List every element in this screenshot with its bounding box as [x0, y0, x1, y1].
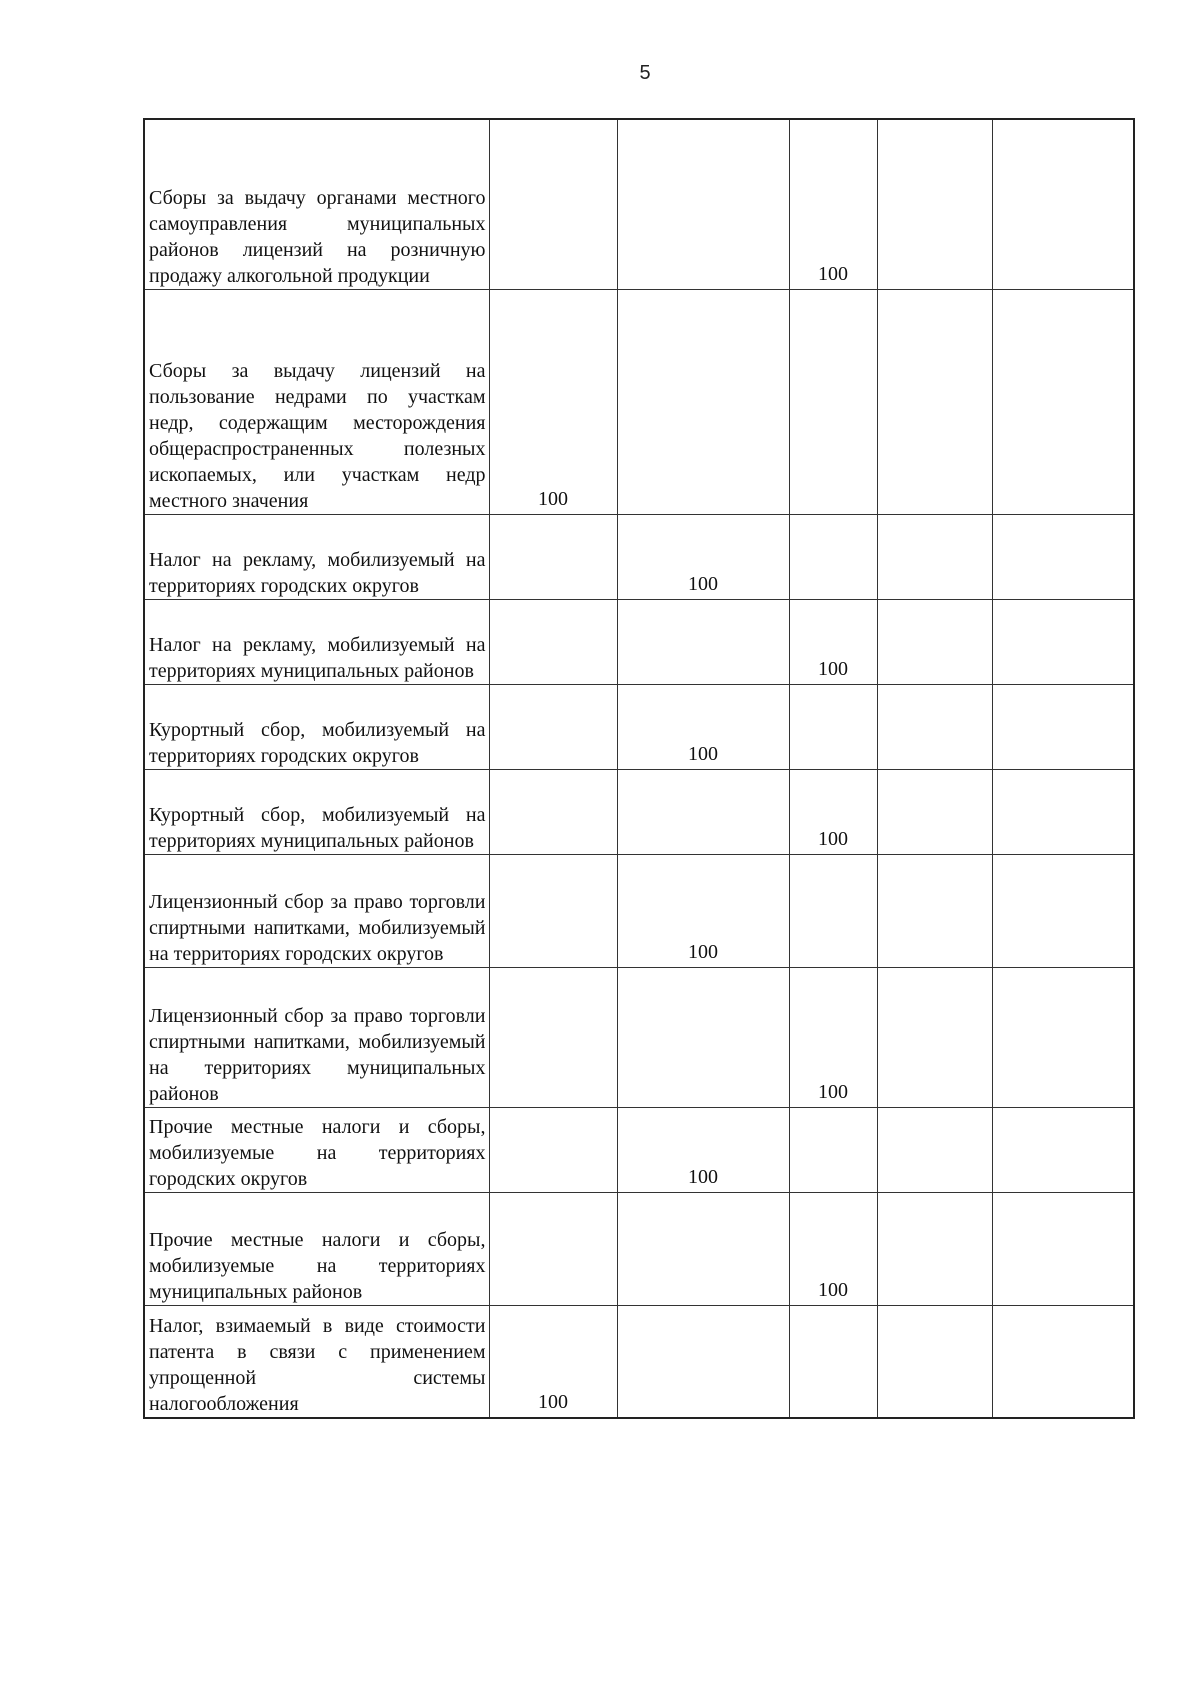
value-cell: [992, 289, 1134, 514]
revenue-source-label: Налог, взимаемый в виде стоимости патента в связи с применением упрощенной системы налогообложения: [144, 1305, 489, 1418]
value-cell: [489, 514, 617, 599]
value-cell: [617, 1305, 789, 1418]
value-cell: [489, 854, 617, 967]
revenue-source-label: Прочие местные налоги и сборы, мобилизуемые на территориях городских округов: [144, 1107, 489, 1192]
value-cell: [877, 967, 992, 1107]
value-cell: [489, 599, 617, 684]
table-row: [144, 599, 1134, 684]
value-cell: [992, 684, 1134, 769]
table-row: [144, 854, 1134, 967]
value-cell: [992, 514, 1134, 599]
revenue-source-label: Сборы за выдачу органами местного самоуправления муниципальных районов лицензий на розничную продажу алкогольной продукции: [144, 119, 489, 289]
table-row: [144, 514, 1134, 599]
table-row: [144, 684, 1134, 769]
value-cell: 100: [617, 514, 789, 599]
value-cell: [789, 1107, 877, 1192]
value-cell: [877, 119, 992, 289]
table-row: [144, 1107, 1134, 1192]
revenue-distribution-table: [143, 118, 1135, 1419]
value-cell: [789, 289, 877, 514]
value-cell: [992, 1107, 1134, 1192]
value-cell: [489, 119, 617, 289]
page-number: 5: [639, 62, 651, 84]
value-cell: [789, 1305, 877, 1418]
value-cell: [877, 1305, 992, 1418]
value-cell: [617, 967, 789, 1107]
value-cell: 100: [789, 1192, 877, 1305]
value-cell: 100: [617, 1107, 789, 1192]
table-row: [144, 289, 1134, 514]
value-cell: [489, 1192, 617, 1305]
value-cell: [617, 769, 789, 854]
table-row: [144, 769, 1134, 854]
value-cell: [617, 289, 789, 514]
value-cell: 100: [789, 769, 877, 854]
table-row: [144, 119, 1134, 289]
revenue-source-label: Налог на рекламу, мобилизуемый на территориях городских округов: [144, 514, 489, 599]
value-cell: [489, 684, 617, 769]
value-cell: [489, 967, 617, 1107]
value-cell: [789, 854, 877, 967]
value-cell: 100: [489, 1305, 617, 1418]
value-cell: [992, 769, 1134, 854]
value-cell: [877, 854, 992, 967]
value-cell: [877, 599, 992, 684]
value-cell: 100: [789, 967, 877, 1107]
value-cell: [489, 1107, 617, 1192]
value-cell: 100: [489, 289, 617, 514]
value-cell: 100: [789, 599, 877, 684]
value-cell: [617, 1192, 789, 1305]
value-cell: [489, 769, 617, 854]
value-cell: [992, 967, 1134, 1107]
table-row: [144, 967, 1134, 1107]
value-cell: [992, 1305, 1134, 1418]
value-cell: [992, 119, 1134, 289]
revenue-source-label: Курортный сбор, мобилизуемый на территориях муниципальных районов: [144, 769, 489, 854]
revenue-source-label: Лицензионный сбор за право торговли спиртными напитками, мобилизуемый на территориях городских округов: [144, 854, 489, 967]
table-row: [144, 1305, 1134, 1418]
value-cell: [877, 769, 992, 854]
value-cell: [877, 1192, 992, 1305]
value-cell: [992, 854, 1134, 967]
value-cell: 100: [617, 684, 789, 769]
value-cell: [877, 289, 992, 514]
value-cell: [877, 514, 992, 599]
table-row: [144, 1192, 1134, 1305]
value-cell: 100: [617, 854, 789, 967]
revenue-source-label: Прочие местные налоги и сборы, мобилизуемые на территориях муниципальных районов: [144, 1192, 489, 1305]
revenue-source-label: Налог на рекламу, мобилизуемый на территориях муниципальных районов: [144, 599, 489, 684]
value-cell: 100: [789, 119, 877, 289]
value-cell: [617, 119, 789, 289]
value-cell: [789, 684, 877, 769]
value-cell: [877, 1107, 992, 1192]
value-cell: [789, 514, 877, 599]
value-cell: [877, 684, 992, 769]
revenue-source-label: Курортный сбор, мобилизуемый на территориях городских округов: [144, 684, 489, 769]
revenue-source-label: Лицензионный сбор за право торговли спиртными напитками, мобилизуемый на территориях муниципальных районов: [144, 967, 489, 1107]
revenue-source-label: Сборы за выдачу лицензий на пользование недрами по участкам недр, содержащим месторождения общераспространенных полезных ископаемых, или участкам недр местного значения: [144, 289, 489, 514]
value-cell: [617, 599, 789, 684]
value-cell: [992, 1192, 1134, 1305]
value-cell: [992, 599, 1134, 684]
